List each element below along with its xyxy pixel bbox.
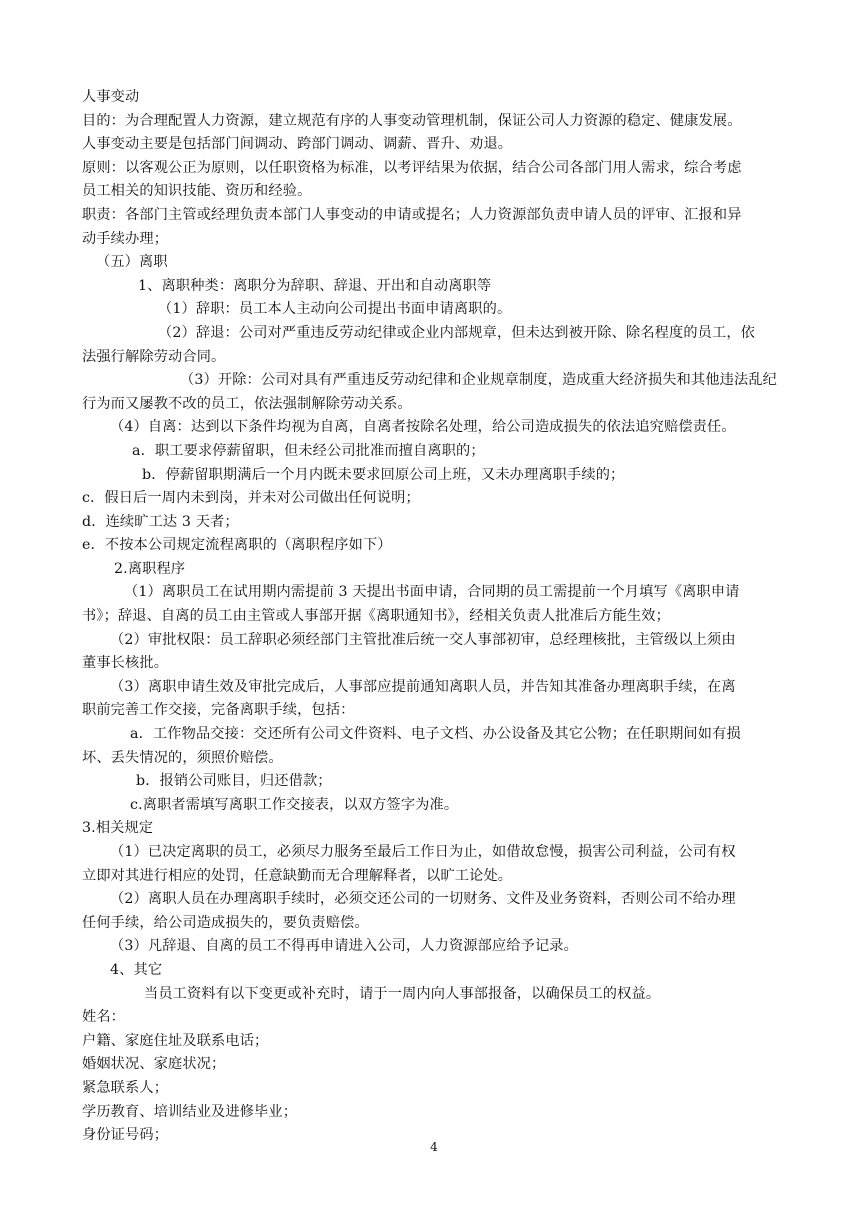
text-line: （3）凡辞退、自离的员工不得再申请进入公司，人力资源部应给予记录。 xyxy=(110,938,578,955)
text-line: 职责：各部门主管或经理负责本部门人事变动的申请或提名；人力资源部负责申请人员的评审、汇报和异 xyxy=(82,206,742,223)
text-line: 立即对其进行相应的处罚，任意缺勤而无合理解释者，以旷工论处。 xyxy=(82,867,513,884)
text-line: （1）辞职：员工本人主动向公司提出书面申请离职的。 xyxy=(158,301,512,318)
text-line: a．职工要求停薪留职，但未经公司批准而擅自离职的； xyxy=(132,442,485,459)
text-line: a．工作物品交接：交还所有公司文件资料、电子文档、办公设备及其它公物；在任职期间如有损 xyxy=(130,726,741,743)
text-line: （五）离职 xyxy=(96,254,168,271)
text-line: d．连续旷工达 3 天者； xyxy=(82,513,239,530)
text-line: 人事变动 xyxy=(82,89,140,105)
text-line: 2.离职程序 xyxy=(114,560,186,577)
text-line: 紧急联系人； xyxy=(82,1079,169,1096)
text-line: 身份证号码； xyxy=(82,1127,169,1144)
text-line: 户籍、家庭住址及联系电话； xyxy=(82,1032,269,1049)
text-line: c．假日后一周内未到岗，并未对公司做出任何说明； xyxy=(82,490,420,507)
text-line: 动手续办理； xyxy=(82,230,169,247)
text-line: 原则：以客观公正为原则，以任职资格为标准，以考评结果为依据，结合公司各部门用人需求，综合考虑 xyxy=(82,159,742,176)
text-line: 4、其它 xyxy=(110,961,163,978)
text-line: 学历教育、培训结业及进修毕业； xyxy=(82,1103,298,1120)
text-line: （2）离职人员在办理离职手续时，必须交还公司的一切财务、文件及业务资料，否则公司不给办理 xyxy=(110,891,736,908)
text-line: （3）开除：公司对具有严重违反劳动纪律和企业规章制度，造成重大经济损失和其他违法乱纪 xyxy=(180,372,778,389)
text-line: 姓名： xyxy=(82,1009,126,1026)
text-line: 目的：为合理配置人力资源，建立规范有序的人事变动管理机制，保证公司人力资源的稳定、健康发展。 xyxy=(82,112,742,129)
text-line: 董事长核批。 xyxy=(82,655,169,672)
text-line: （4）自离：达到以下条件均视为自离，自离者按除名处理，给公司造成损失的依法追究赔偿责任。 xyxy=(110,419,736,436)
text-line: 坏、丢失情况的，须照价赔偿。 xyxy=(82,749,283,766)
text-line: 任何手续，给公司造成损失的，要负责赔偿。 xyxy=(82,914,369,931)
text-line: （1）已决定离职的员工，必须尽力服务至最后工作日为止，如借故怠慢，损害公司利益，公司有权 xyxy=(110,844,736,860)
text-line: （3）离职申请生效及审批完成后，人事部应提前通知离职人员，并告知其准备办理离职手续，在离 xyxy=(110,678,736,695)
text-line: 1、离职种类：离职分为辞职、辞退、开出和自动离职等 xyxy=(138,277,492,294)
text-line: 书》；辞退、自离的员工由主管或人事部开据《离职通知书》，经相关负责人批准后方能生效； xyxy=(82,608,670,625)
text-line: 3.相关规定 xyxy=(82,820,154,837)
text-line: 员工相关的知识技能、资历和经验。 xyxy=(82,183,312,200)
text-line: 职前完善工作交接，完备离职手续，包括： xyxy=(82,702,355,719)
document-body xyxy=(82,86,790,1148)
text-line: 行为而又屡教不改的员工，依法强制解除劳动关系。 xyxy=(82,395,412,412)
text-line: e．不按本公司规定流程离职的（离职程序如下） xyxy=(82,537,392,554)
text-line: 法强行解除劳动合同。 xyxy=(82,348,226,365)
text-line: 当员工资料有以下变更或补充时，请于一周内向人事部报备，以确保员工的权益。 xyxy=(144,985,661,1002)
text-line: b．报销公司账目，归还借款； xyxy=(136,773,332,790)
text-line: b．停薪留职期满后一个月内既未要求回原公司上班，又未办理离职手续的； xyxy=(142,466,625,483)
text-line: 婚姻状况、家庭状况； xyxy=(82,1056,226,1073)
text-line: （1）离职员工在试用期内需提前 3 天提出书面申请，合同期的员工需提前一个月填写《离职申请 xyxy=(124,584,740,601)
text-line: c.离职者需填写离职工作交接表，以双方签字为准。 xyxy=(130,796,459,813)
page-number: 4 xyxy=(430,1140,438,1154)
text-line: （2）辞退：公司对严重违反劳动纪律或企业内部规章，但未达到被开除、除名程度的员工，依 xyxy=(158,324,756,341)
text-line: （2）审批权限：员工辞职必须经部门主管批准后统一交人事部初审，总经理核批，主管级以上须由 xyxy=(110,631,736,648)
text-line: 人事变动主要是包括部门间调动、跨部门调动、调薪、晋升、劝退。 xyxy=(82,136,513,153)
